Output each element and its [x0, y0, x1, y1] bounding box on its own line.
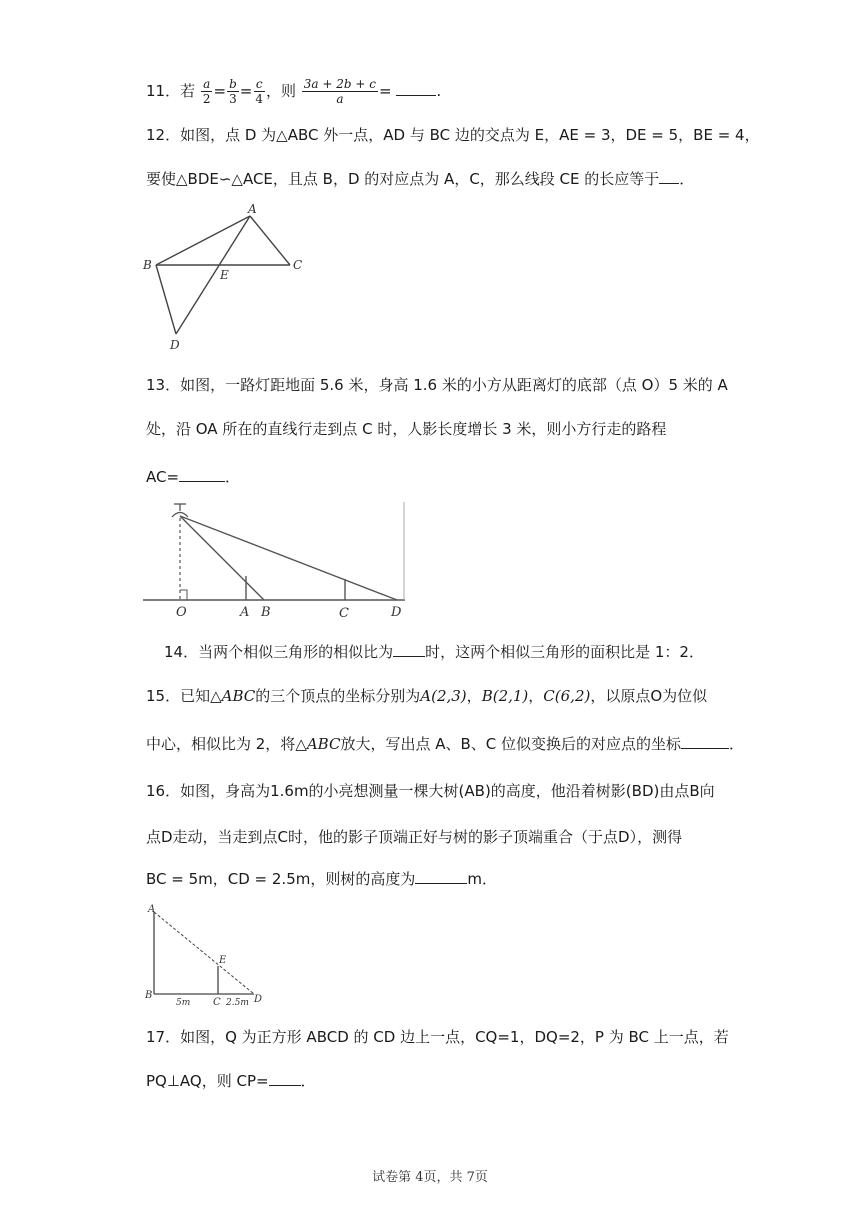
- label-E: E: [219, 955, 227, 966]
- segment-BD: [156, 265, 176, 334]
- fraction-expression: $\frac{3a + 2b + c}{a}$: [303, 77, 376, 106]
- question-16-line-1: 16．如图，身高为1.6m的小亮想测量一棵大树(AB)的高度，他沿着树影(BD)由点B向: [146, 782, 715, 800]
- answer-blank-15[interactable]: [681, 733, 729, 749]
- question-13-line-1: 13．如图，一路灯距地面 5.6 米，身高 1.6 米的小方从距离灯的底部（点 O）5 米的 A: [146, 376, 728, 394]
- label-B: B: [143, 258, 152, 272]
- page-footer: 试卷第 4页，共 7页: [372, 1170, 488, 1185]
- question-12-line-2: 要使△BDE∽△ACE，且点 B，D 的对应点为 A，C，那么线段 CE 的长应等于 ．: [146, 170, 695, 188]
- question-15-line-2: 中心，相似比为 2，将△ABC放大，写出点 A、B、C 位似变换后的对应点的坐标 ．: [146, 735, 745, 753]
- segment-AB: [156, 216, 250, 265]
- question-13-line-3: AC= ．: [146, 468, 241, 486]
- answer-blank-13[interactable]: [179, 466, 225, 482]
- answer-blank-16[interactable]: [415, 868, 467, 884]
- fraction-a-over-2: $\frac{a}{2}$: [202, 77, 211, 106]
- segment-AD: [176, 216, 250, 334]
- label-B: B: [145, 990, 153, 1001]
- segment-AC: [250, 216, 290, 265]
- label-E: E: [220, 268, 229, 282]
- label-C: C: [213, 997, 221, 1008]
- label-A: A: [248, 202, 257, 216]
- fraction-b-over-3: $\frac{b}{3}$: [229, 77, 237, 106]
- answer-blank-12[interactable]: [659, 168, 679, 184]
- ray-to-B: [180, 516, 264, 600]
- label-D: D: [391, 605, 402, 620]
- question-11: 11．若 $\frac{a}{2}$ = $\frac{b}{3}$ = $\frac{c}{4}$ ，则 $\frac{3a + 2b + c}{a}$ = .: [146, 77, 442, 106]
- fraction-c-over-4: $\frac{c}{4}$: [255, 77, 263, 106]
- question-17-line-1: 17．如图，Q 为正方形 ABCD 的 CD 边上一点，CQ=1，DQ=2，P 为 BC 上一点，若: [146, 1028, 729, 1046]
- label-5m: 5m: [176, 998, 191, 1008]
- label-O: O: [176, 605, 187, 620]
- label-B: B: [261, 605, 271, 620]
- ray-to-D: [180, 516, 397, 600]
- answer-blank-14[interactable]: [393, 641, 425, 657]
- answer-blank-17[interactable]: [269, 1070, 301, 1086]
- question-15-line-1: 15．已知△ABC的三个顶点的坐标分别为A(2,3)，B(2,1)，C(6,2)，以原点O为位似: [146, 687, 708, 705]
- question-16-line-3: BC = 5m，CD = 2.5m，则树的高度为 m．: [146, 870, 497, 888]
- question-16-line-2: 点D走动，当走到点C时，他的影子顶端正好与树的影子顶端重合（于点D），测得: [146, 828, 683, 846]
- figure-16-tree-shadow: [142, 902, 270, 1008]
- label-C: C: [339, 606, 349, 621]
- figure-12-triangle: [140, 202, 310, 354]
- label-D: D: [170, 338, 180, 352]
- question-14: 14．当两个相似三角形的相似比为 时，这两个相似三角形的面积比是 1：2．: [164, 643, 704, 661]
- label-A: A: [240, 605, 250, 620]
- label-2-5m: 2.5m: [226, 998, 249, 1008]
- label-A: A: [148, 904, 156, 915]
- question-13-line-2: 处，沿 OA 所在的直线行走到点 C 时，人影长度增长 3 米，则小方行走的路程: [146, 420, 667, 438]
- right-angle-mark: [180, 590, 187, 600]
- q11-number: 11．若: [146, 82, 196, 100]
- label-D: D: [254, 994, 263, 1005]
- figure-13-streetlight: [143, 500, 408, 622]
- sight-line-AD: [154, 912, 254, 994]
- question-12-line-1: 12．如图，点 D 为△ABC 外一点，AD 与 BC 边的交点为 E，AE = 3，DE = 5，BE = 4，: [146, 126, 760, 144]
- answer-blank-11[interactable]: [396, 80, 436, 96]
- question-17-line-2: PQ⊥AQ，则 CP= ．: [146, 1072, 316, 1090]
- label-C: C: [293, 258, 303, 272]
